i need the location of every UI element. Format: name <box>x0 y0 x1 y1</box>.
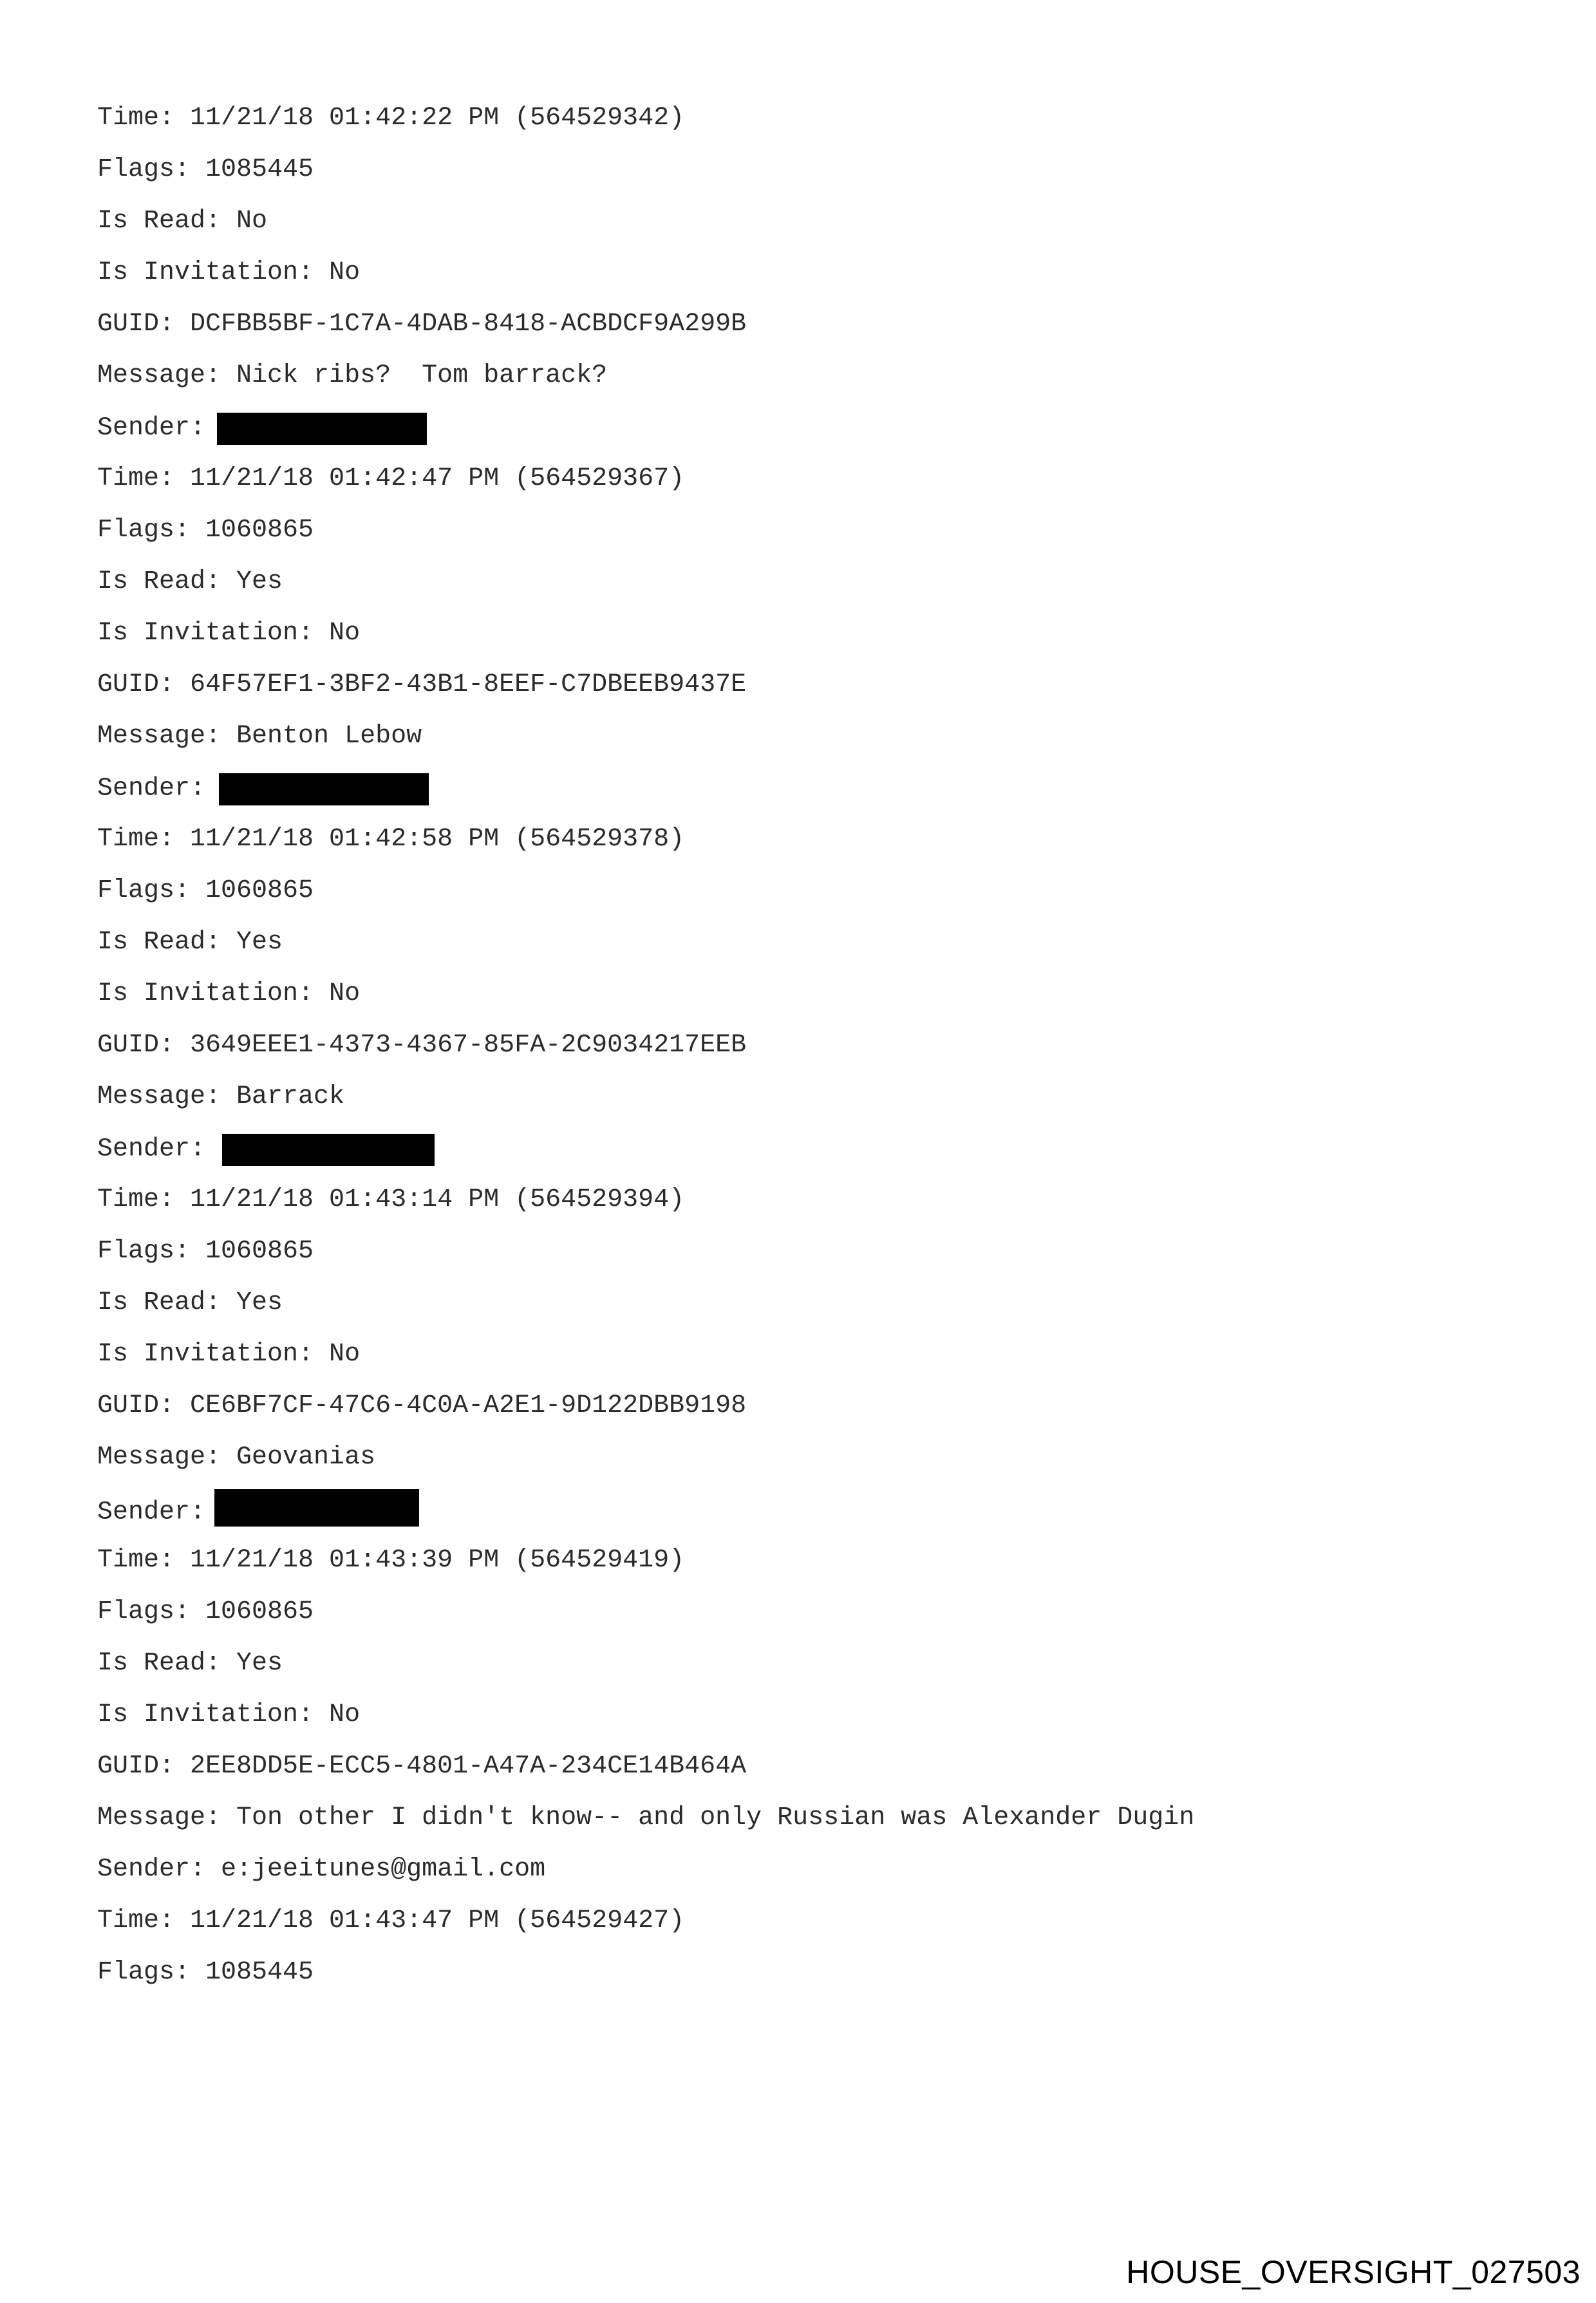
is-invitation-line: Is Invitation: No <box>97 619 361 648</box>
sender-label: Sender: <box>97 774 206 804</box>
is-read-line: Is Read: No <box>97 207 268 236</box>
is-invitation-line: Is Invitation: No <box>97 979 361 1008</box>
is-read-line: Is Read: Yes <box>97 1649 283 1678</box>
flags-line: Flags: 1060865 <box>97 516 314 545</box>
flags-line: Flags: 1060865 <box>97 1237 314 1266</box>
is-read-line: Is Read: Yes <box>97 567 283 596</box>
guid-line: GUID: 3649EEE1-4373-4367-85FA-2C9034217EEB <box>97 1031 747 1060</box>
message-line: Message: Nick ribs? Tom barrack? <box>97 361 608 390</box>
message-line: Message: Geovanias <box>97 1443 376 1472</box>
message-line: Message: Ton other I didn't know-- and only Russian was Alexander Dugin <box>97 1803 1195 1832</box>
is-invitation-line: Is Invitation: No <box>97 258 361 287</box>
is-invitation-line: Is Invitation: No <box>97 1340 361 1369</box>
message-line: Message: Benton Lebow <box>97 722 422 751</box>
guid-line: GUID: 2EE8DD5E-ECC5-4801-A47A-234CE14B464A <box>97 1752 747 1781</box>
bates-number: HOUSE_OVERSIGHT_027503 <box>1126 2254 1581 2290</box>
flags-line: Flags: 1060865 <box>97 1597 314 1626</box>
time-line: Time: 11/21/18 01:43:39 PM (564529419) <box>97 1546 685 1575</box>
is-read-line: Is Read: Yes <box>97 1288 283 1317</box>
sender-label: Sender: <box>97 413 206 443</box>
flags-line: Flags: 1085445 <box>97 155 314 184</box>
guid-line: GUID: DCFBB5BF-1C7A-4DAB-8418-ACBDCF9A299B <box>97 310 747 339</box>
message-record <box>97 1133 1514 1474</box>
is-invitation-line: Is Invitation: No <box>97 1700 361 1729</box>
sender-line <box>97 411 1514 444</box>
guid-line: GUID: 64F57EF1-3BF2-43B1-8EEF-C7DBEEB9437E <box>97 670 747 699</box>
redaction-box <box>217 413 427 445</box>
message-line: Message: Barrack <box>97 1082 345 1111</box>
sender-line <box>97 1133 1514 1165</box>
message-record <box>97 1493 1514 1834</box>
is-read-line: Is Read: Yes <box>97 928 283 957</box>
guid-line: GUID: CE6BF7CF-47C6-4C0A-A2E1-9D122DBB9198 <box>97 1391 747 1420</box>
flags-line: Flags: 1060865 <box>97 876 314 905</box>
time-line: Time: 11/21/18 01:42:58 PM (564529378) <box>97 825 685 854</box>
sender-label: Sender: <box>97 1498 206 1527</box>
sender-line: Sender: e:jeeitunes@gmail.com <box>97 1855 546 1884</box>
message-record <box>97 1854 1514 1989</box>
time-line: Time: 11/21/18 01:43:14 PM (564529394) <box>97 1185 685 1214</box>
redaction-box <box>214 1489 419 1527</box>
message-record <box>97 102 1514 392</box>
redaction-box <box>219 773 429 805</box>
sender-line <box>97 1493 1514 1525</box>
time-line: Time: 11/21/18 01:42:22 PM (564529342) <box>97 104 685 133</box>
sender-line <box>97 772 1514 804</box>
time-line: Time: 11/21/18 01:43:47 PM (564529427) <box>97 1906 685 1935</box>
message-log <box>97 102 1514 2008</box>
redaction-box <box>222 1134 435 1166</box>
message-record <box>97 772 1514 1113</box>
time-line: Time: 11/21/18 01:42:47 PM (564529367) <box>97 464 685 493</box>
message-record <box>97 411 1514 753</box>
flags-line: Flags: 1085445 <box>97 1958 314 1987</box>
sender-label: Sender: <box>97 1134 206 1164</box>
